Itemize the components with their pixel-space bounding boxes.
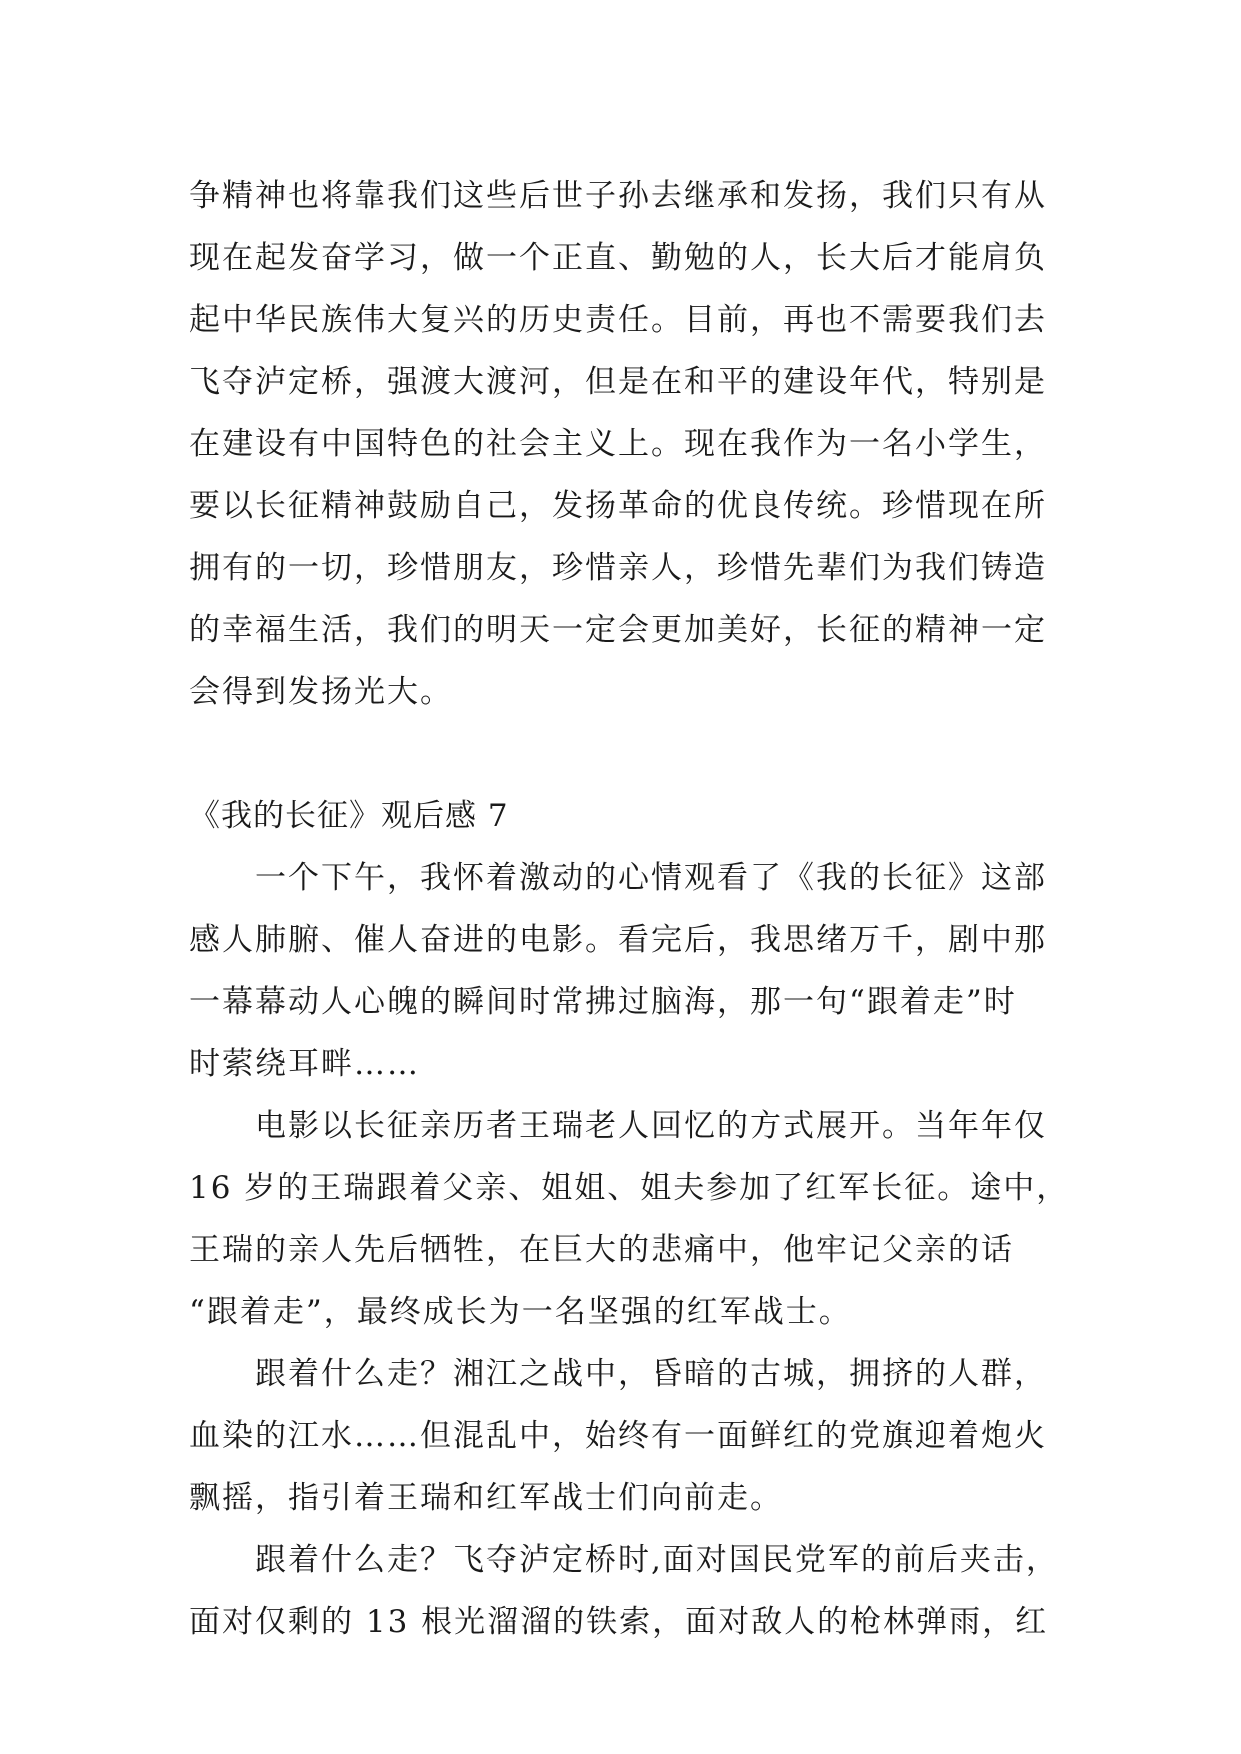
paragraph-line: 要以长征精神鼓励自己，发扬革命的优良传统。珍惜现在所: [189, 488, 1047, 524]
paragraph-line: 争精神也将靠我们这些后世子孙去继承和发扬，我们只有从: [189, 178, 1047, 214]
paragraph-line: 血染的江水……但混乱中，始终有一面鲜红的党旗迎着炮火: [189, 1418, 1047, 1454]
paragraph-line: 现在起发奋学习，做一个正直、勤勉的人，长大后才能肩负: [189, 240, 1047, 276]
paragraph-line: 飘摇，指引着王瑞和红军战士们向前走。: [189, 1480, 783, 1516]
paragraph-line: 16 岁的王瑞跟着父亲、姐姐、姐夫参加了红军长征。途中，: [189, 1170, 1070, 1206]
section-spacer: [189, 723, 1069, 785]
paragraph-line: 王瑞的亲人先后牺牲，在巨大的悲痛中，他牢记父亲的话: [189, 1232, 1014, 1268]
paragraph-line: 感人肺腑、催人奋进的电影。看完后，我思绪万千，剧中那: [189, 922, 1047, 958]
paragraph-line: 跟着什么走？飞夺泸定桥时,面对国民党军的前后夹击，: [189, 1542, 1059, 1578]
paragraph-line: 面对仅剩的 13 根光溜溜的铁索，面对敌人的枪林弹雨，红: [189, 1604, 1049, 1640]
paragraph-line: 会得到发扬光大。: [189, 674, 453, 710]
paragraph-line: 起中华民族伟大复兴的历史责任。目前，再也不需要我们去: [189, 302, 1047, 338]
paragraph-line: 一个下午，我怀着激动的心情观看了《我的长征》这部: [189, 860, 1047, 896]
paragraph-line: 跟着什么走？湘江之战中，昏暗的古城，拥挤的人群，: [189, 1356, 1047, 1392]
paragraph-line: “跟着走”，最终成长为一名坚强的红军战士。: [189, 1294, 852, 1330]
paragraph-line: 飞夺泸定桥，强渡大渡河，但是在和平的建设年代，特别是: [189, 364, 1047, 400]
paragraph-line: 电影以长征亲历者王瑞老人回忆的方式展开。当年年仅: [189, 1108, 1047, 1144]
paragraph-line: 一幕幕动人心魄的瞬间时常拂过脑海，那一句“跟着走”时: [189, 984, 1017, 1020]
paragraph-line: 在建设有中国特色的社会主义上。现在我作为一名小学生，: [189, 426, 1047, 462]
paragraph-line: 的幸福生活，我们的明天一定会更加美好，长征的精神一定: [189, 612, 1047, 648]
document-body: [189, 165, 1069, 1653]
paragraph-line: 时萦绕耳畔……: [189, 1046, 420, 1082]
paragraph-line: 拥有的一切，珍惜朋友，珍惜亲人，珍惜先辈们为我们铸造: [189, 550, 1047, 586]
section-title: 《我的长征》观后感 7: [189, 798, 509, 834]
